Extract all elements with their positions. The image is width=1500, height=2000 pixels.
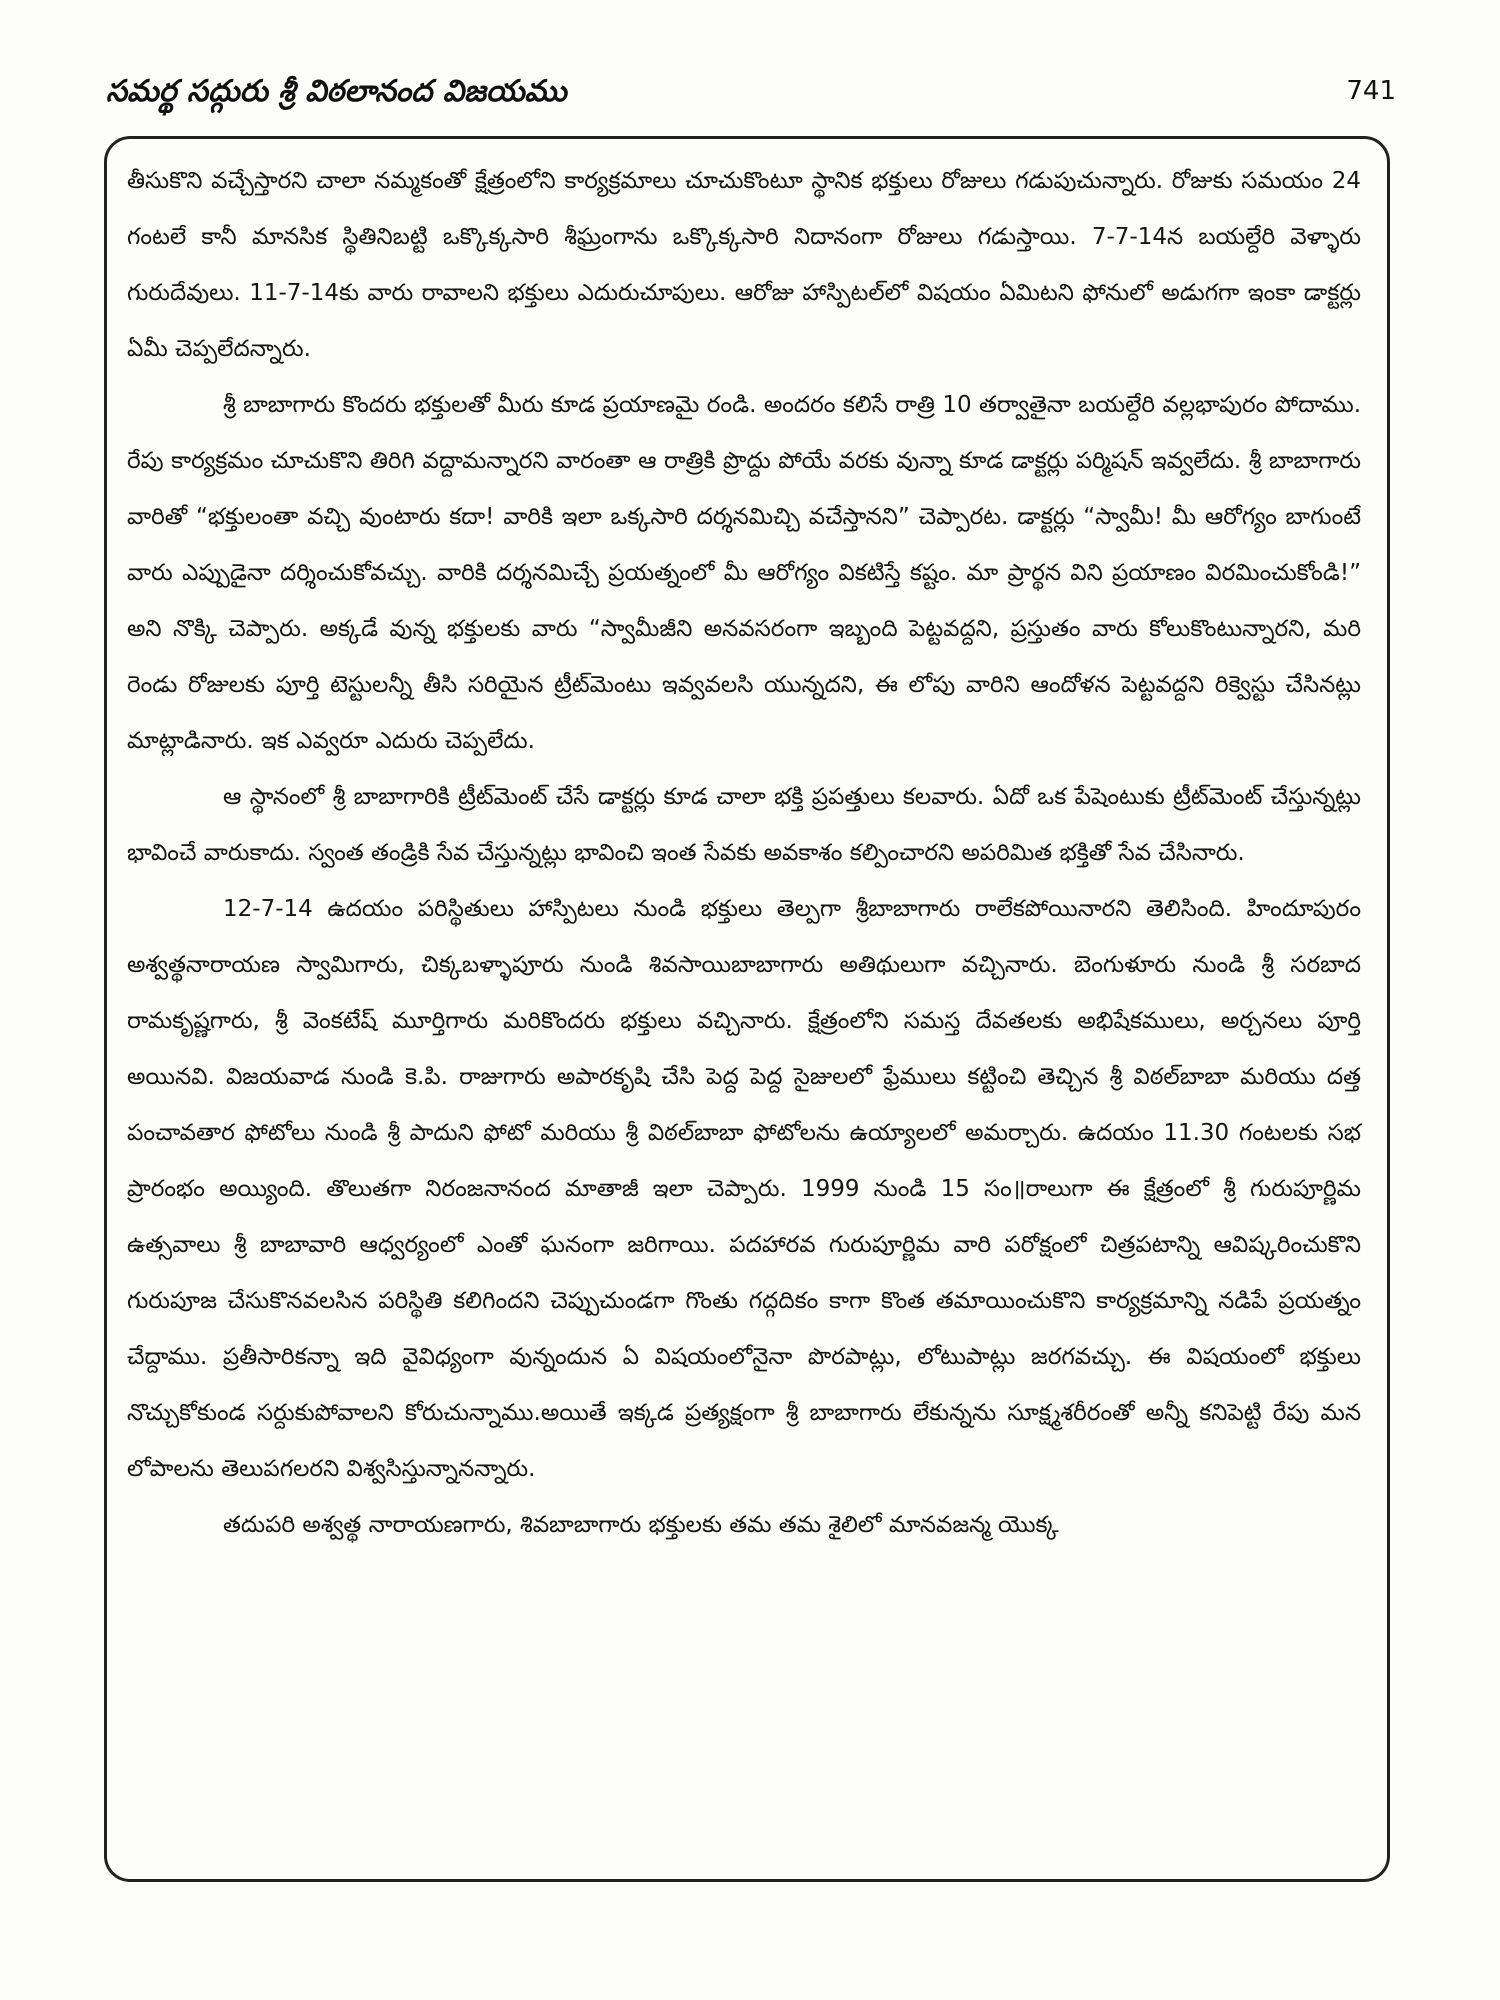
page-number: 741 — [1346, 76, 1396, 106]
page-header — [106, 74, 1396, 118]
paragraph-5: తదుపరి అశ్వత్థ నారాయణగారు, శివబాబాగారు భక్తులకు తమ తమ శైలిలో మానవజన్మ యొక్క — [223, 1512, 1059, 1538]
paragraph-2: శ్రీ బాబాగారు కొందరు భక్తులతో మీరు కూడ ప్రయాణమై రండి. అందరం కలిసే రాత్రి 10 తర్వాతైనా బయల్దేరి వల్లభాపురం పోదాము. రేపు కార్యక్రమం చూచుకొని తిరిగి వద్దామన్నారని వారంతా ఆ రాత్రికి ప్రొద్దు పోయే వరకు వున్నా కూడ డాక్టర్లు పర్మిషన్ ఇవ్వలేదు. శ్రీ బాబాగారు వారితో “భక్తులంతా వచ్చి వుంటారు కదా! వారికి ఇలా ఒక్కసారి దర్శనమిచ్చి వచేస్తానని” చెప్పారట. డాక్టర్లు “స్వామీ! మీ ఆరోగ్యం బాగుంటే వారు ఎప్పుడైనా దర్శించుకోవచ్చు. వారికి దర్శనమిచ్చే ప్రయత్నంలో మీ ఆరోగ్యం వికటిస్తే కష్టం. మా ప్రార్థన విని ప్రయాణం విరమించుకోండి!” అని నొక్కి చెప్పారు. అక్కడే వున్న భక్తులకు వారు “స్వామీజీని అనవసరంగా ఇబ్బంది పెట్టవద్దని, ప్రస్తుతం వారు కోలుకొంటున్నారని, మరి రెండు రోజులకు పూర్తి టెస్టులన్నీ తీసి సరియైన ట్రీట్‌మెంటు ఇవ్వవలసి యున్నదని, ఈ లోపు వారిని ఆందోళన పెట్టవద్దని రిక్వెస్టు చేసినట్లు మాట్లాడినారు. ఇక ఎవ్వరూ ఎదురు చెప్పలేదు. — [127, 392, 1361, 754]
paragraph-3: ఆ స్థానంలో శ్రీ బాబాగారికి ట్రీట్‌మెంట్ చేసే డాక్టర్లు కూడ చాలా భక్తి ప్రపత్తులు కలవారు. ఏదో ఒక పేషెంటుకు ట్రీట్‌మెంట్ చేస్తున్నట్లు భావించే వారుకాదు. స్వంత తండ్రికి సేవ చేస్తున్నట్లు భావించి ఇంత సేవకు అవకాశం కల్పించారని అపరిమిత భక్తితో సేవ చేసినారు. — [127, 784, 1361, 866]
text-frame — [104, 136, 1390, 1882]
book-title: సమర్థ సద్గురు శ్రీ విఠలానంద విజయము — [106, 74, 567, 109]
paragraph-4: 12-7-14 ఉదయం పరిస్థితులు హాస్పిటలు నుండి భక్తులు తెల్పగా శ్రీబాబాగారు రాలేకపోయినారని తెలిసింది. హిందూపురం అశ్వత్థనారాయణ స్వామిగారు, చిక్కబళ్ళాపూరు నుండి శివసాయిబాబాగారు అతిథులుగా వచ్చినారు. బెంగుళూరు నుండి శ్రీ సరబాద రామకృష్ణగారు, శ్రీ వెంకటేష్ మూర్తిగారు మరికొందరు భక్తులు వచ్చినారు. క్షేత్రంలోని సమస్త దేవతలకు అభిషేకములు, అర్చనలు పూర్తి అయినవి. విజయవాడ నుండి కె.పి. రాజుగారు అపారకృషి చేసి పెద్ద పెద్ద సైజులలో ఫ్రేములు కట్టించి తెచ్చిన శ్రీ విఠల్‌బాబా మరియు దత్త పంచావతార ఫోటోలు నుండి శ్రీ పాదుని ఫోటో మరియు శ్రీ విఠల్‌బాబా ఫోటోలను ఉయ్యాలలో అమర్చారు. ఉదయం 11.30 గంటలకు సభ ప్రారంభం అయ్యింది. తొలుతగా నిరంజనానంద మాతాజీ ఇలా చెప్పారు. 1999 నుండి 15 సం॥రాలుగా ఈ క్షేత్రంలో శ్రీ గురుపూర్ణిమ ఉత్సవాలు శ్రీ బాబావారి ఆధ్వర్యంలో ఎంతో ఘనంగా జరిగాయి. పదహారవ గురుపూర్ణిమ వారి పరోక్షంలో చిత్రపటాన్ని ఆవిష్కరించుకొని గురుపూజ చేసుకొనవలసిన పరిస్థితి కలిగిందని చెప్పుచుండగా గొంతు గద్గదికం కాగా కొంత తమాయించుకొని కార్యక్రమాన్ని నడిపే ప్రయత్నం చేద్దాము. ప్రతీసారికన్నా ఇది వైవిధ్యంగా వున్నందున ఏ విషయంలోనైనా పొరపాట్లు, లోటుపాట్లు జరగవచ్చు. ఈ విషయంలో భక్తులు నొచ్చుకోకుండ సర్దుకుపోవాలని కోరుచున్నాము.అయితే ఇక్కడ ప్రత్యక్షంగా శ్రీ బాబాగారు లేకున్నను సూక్ష్మశరీరంతో అన్నీ కనిపెట్టి రేపు మన లోపాలను తెలుపగలరని విశ్వసిస్తున్నానన్నారు. — [127, 896, 1361, 1482]
paragraph-1: తీసుకొని వచ్చేస్తారని చాలా నమ్మకంతో క్షేత్రంలోని కార్యక్రమాలు చూచుకొంటూ స్థానిక భక్తులు రోజులు గడుపుచున్నారు. రోజుకు సమయం 24 గంటలే కానీ మానసిక స్థితినిబట్టి ఒక్కొక్కసారి శీఘ్రంగాను ఒక్కొక్కసారి నిదానంగా రోజులు గడుస్తాయి. 7-7-14న బయల్దేరి వెళ్ళారు గురుదేవులు. 11-7-14కు వారు రావాలని భక్తులు ఎదురుచూపులు. ఆరోజు హాస్పిటల్‌లో విషయం ఏమిటని ఫోనులో అడుగగా ఇంకా డాక్టర్లు ఏమీ చెప్పలేదన్నారు. — [127, 168, 1361, 362]
